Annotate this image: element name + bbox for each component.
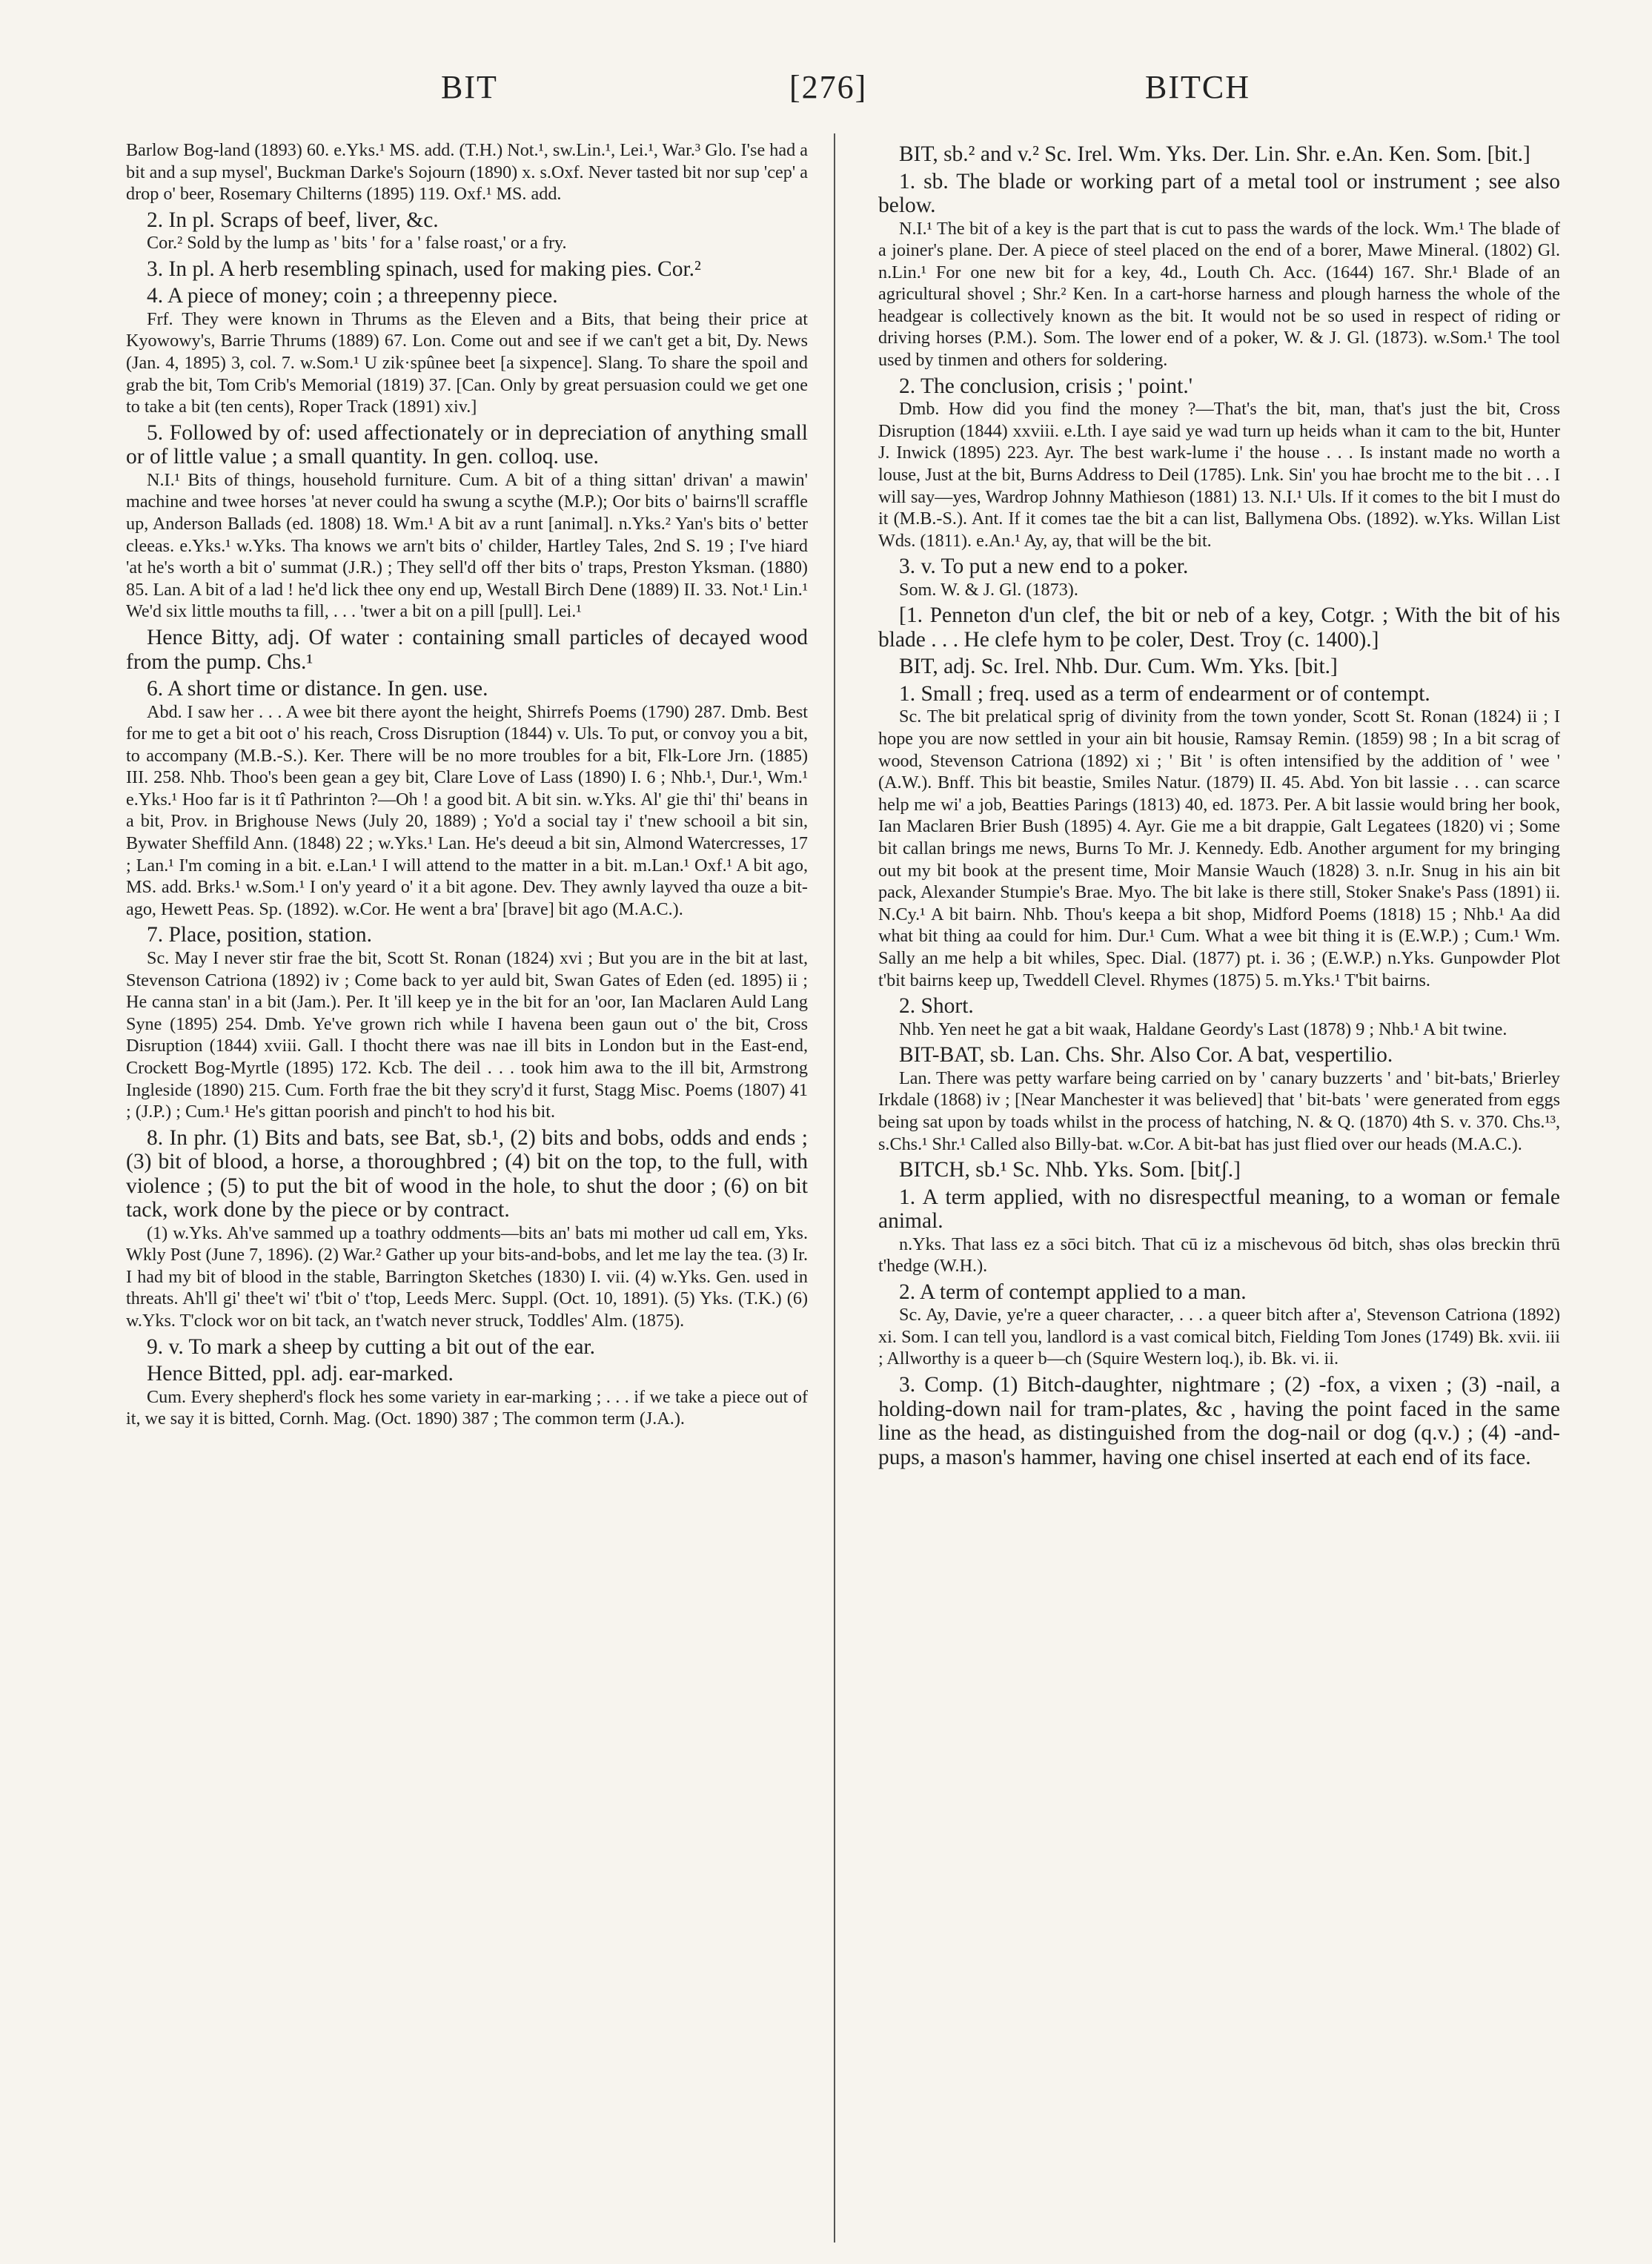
derivative-heading: Hence Bitted, ppl. adj. ear-marked.	[147, 1362, 454, 1386]
citation-paragraph: Nhb. Yen neet he gat a bit waak, Haldane Geordy's Last (1878) 9 ; Nhb.¹ A bit twine.	[899, 1019, 1507, 1039]
left-column	[126, 139, 808, 2237]
citation-paragraph: Sc. Ay, Davie, ye're a queer character, . . . a queer bitch after a', Stevenson Catriona (1892) xi. Som. I can tell you, landlord is a vast comical bitch, Fielding Tom Jones (1749) Bk. xvii. iii ; Allworthy is a queer b—ch (Squire Western loq.), ib. Bk. vi. ii.	[878, 1305, 1560, 1369]
sense-heading: 1. sb. The blade or working part of a metal tool or instrument ; see also below.	[878, 169, 1560, 217]
sense-heading: 2. In pl. Scraps of beef, liver, &c.	[147, 208, 439, 232]
sense-heading: 4. A piece of money; coin ; a threepenny piece.	[147, 284, 558, 308]
sense-heading: 5. Followed by of: used affectionately or in depreciation of anything small or of little value ; a small quantity. In gen. colloq. use.	[126, 420, 808, 469]
column-divider	[834, 133, 835, 2243]
citation-paragraph: n.Yks. That lass ez a sōci bitch. That cū iz a mischevous ōd bitch, shəs oləs breckin thrū t'hedge (W.H.).	[878, 1234, 1560, 1277]
citation-paragraph: Frf. They were known in Thrums as the Eleven and a Bits, that being their price at Kyowowy's, Barrie Thrums (1889) 67. Lon. Come out and see if we can't get a bit, Dy. News (Jan. 4, 1895) 3, col. 7. w.Som.¹ U zik·spûnee beet [a sixpence]. Slang. To share the spoil and grab the bit, Tom Crib's Memorial (1819) 37. [Can. Only by great persuasion could we get one to take a bit (ten cents), Roper Track (1891) xiv.]	[126, 308, 808, 417]
sense-heading: 1. Small ; freq. used as a term of endearment or of contempt.	[899, 681, 1430, 706]
sense-heading: 3. In pl. A herb resembling spinach, used for making pies. Cor.²	[147, 256, 701, 281]
sense-heading: 3. v. To put a new end to a poker.	[899, 555, 1189, 579]
citation-paragraph: (1) w.Yks. Ah've sammed up a toathry oddments—bits an' bats mi mother ud call em, Yks. Wkly Post (June 7, 1896). (2) War.² Gather up your bits-and-bobs, and let me lay the tea. (3) Ir. I had my bit of blood in the stable, Barrington Sketches (1830) I. vii. (4) w.Yks. Gen. used in threats. Ah'll gi' thee't wi' t'bit o' t'top, Leeds Merc. Suppl. (Oct. 10, 1891). (5) Yks. (T.K.) (6) w.Yks. T'clock wor on bit tack, an t'watch never struck, Toddles' Alm. (1875).	[126, 1222, 808, 1331]
running-head-right: BITCH	[1145, 69, 1250, 105]
page-number: [276]	[789, 69, 868, 105]
citation-paragraph: Cum. Every shepherd's flock hes some variety in ear-marking ; . . . if we take a piece out of it, we say it is bitted, Cornh. Mag. (Oct. 1890) 387 ; The common term (J.A.).	[126, 1386, 808, 1429]
sense-heading: 3. Comp. (1) Bitch-daughter, nightmare ; (2) -fox, a vixen ; (3) -nail, a holding-down nail for tram-plates, &c , having the point faced in the same line as the head, as distinguished from the dog-nail or dog (q.v.) ; (4) -and-pups, a mason's hammer, having one chisel inserted at each end of its face.	[878, 1373, 1560, 1469]
sense-heading: 2. Short.	[899, 994, 974, 1019]
citation-paragraph: Abd. I saw her . . . A wee bit there ayont the height, Shirrefs Poems (1790) 287. Dmb. Best for me to get a bit oot o' his reach, Cross Disruption (1844) v. Uls. To put, or convoy you a bit, to accompany (M.B.-S.). Ker. There will be no more troubles for a bit, Flk-Lore Jrn. (1885) III. 258. Nhb. Thoo's been gean a gey bit, Clare Love of Lass (1890) I. 6 ; Nhb.¹, Dur.¹, Wm.¹ e.Yks.¹ Hoo far is it tî Pathrinton ?—Oh ! a good bit. A bit sin. w.Yks. Al' gie thi' thi' beans in a bit, Prov. in Brighouse News (July 20, 1889) ; Yo'd a social tay i' t'new schooil a bit sin, Bywater Sheffild Ann. (1848) 22 ; w.Yks.¹ Lan. He's deeud a bit sin, Almond Watercresses, 17 ; Lan.¹ I'm coming in a bit. e.Lan.¹ I will attend to the matter in a bit. m.Lan.¹ Oxf.¹ A bit ago, MS. add. Brks.¹ w.Som.¹ I on'y yeard o' it a bit agone. Dev. They awnly layved tha ouze a bit-ago, Hewett Peas. Sp. (1892). w.Cor. He went a bra' [brave] bit ago (M.A.C.).	[126, 701, 808, 919]
sense-heading: 2. A term of contempt applied to a man.	[899, 1280, 1247, 1304]
headword-entry: BIT, adj. Sc. Irel. Nhb. Dur. Cum. Wm. Yks. [bit.]	[899, 655, 1338, 679]
sense-heading: 9. v. To mark a sheep by cutting a bit out of the ear.	[147, 1334, 595, 1359]
headword-entry: BITCH, sb.¹ Sc. Nhb. Yks. Som. [bitʃ.]	[899, 1158, 1241, 1182]
sense-heading: 2. The conclusion, crisis ; ' point.'	[899, 374, 1193, 398]
running-head-left: BIT	[441, 69, 498, 105]
citation-paragraph: N.I.¹ Bits of things, household furniture. Cum. A bit of a thing sittan' drivan' a mawin' machine and twee horses 'at never could ha swung a scythe (M.P.); Oor bits o' bairns'll scraffle up, Anderson Ballads (ed. 1808) 18. Wm.¹ A bit av a runt [animal]. n.Yks.² Yan's bits o' better cleeas. e.Yks.¹ w.Yks. Tha knows we arn't bits o' childer, Hartley Tales, 2nd S. 19 ; I've hiard 'at he's worth a bit o' summat (J.R.) ; They sell'd off ther bits o' traps, Preston Yksman. (1880) 85. Lan. A bit of a lad ! he'd lick thee ony end up, Westall Birch Dene (1889) II. 33. Not.¹ Lin.¹ We'd six little mouths ta fill, . . . 'twer a bit on a pill [pull]. Lei.¹	[126, 469, 808, 622]
running-head	[126, 68, 1556, 113]
citation-paragraph: Sc. The bit prelatical sprig of divinity from the town yonder, Scott St. Ronan (1824) ii ; I hope you are now settled in your ain bit housie, Ramsay Remin. (1859) 98 ; In a bit scrag of wood, Stevenson Catriona (1892) xi ; ' Bit ' is often intensified by the addition of ' wee ' (A.W.). Bnff. This bit beastie, Smiles Natur. (1879) II. 45. Abd. Yon bit lassie . . . can scarce help me wi' a job, Beatties Parings (1813) 40, ed. 1873. Per. A bit lassie would bring her book, Ian Maclaren Brier Bush (1895) 4. Ayr. Gie me a bit drappie, Galt Legatees (1820) vi ; Some bit callan brings me news, Burns To Mr. J. Kennedy. Edb. Another argument for my bringing out my bit book at the present time, Moir Mansie Wauch (1828) 3. n.Ir. Snug in his ain bit pack, Alexander Stumpie's Brae. Myo. The bit lake is there still, Stoker Snake's Pass (1891) ii. N.Cy.¹ A bit bairn. Nhb. Thou's keepa a bit shop, Midford Poems (1818) 15 ; Nhb.¹ Aa did what bit thing aa could for him. Dur.¹ Cum. What a wee bit thing it is (E.W.P.) ; Cum.¹ Wm. Sally an me help a bit whiles, Spec. Dial. (1877) pt. i. 36 ; (E.W.P.) n.Yks. Gunpowder Plot t'bit bairns keep up, Tweddell Clevel. Rhymes (1875) 5. m.Yks.¹ T'bit bairns.	[878, 706, 1560, 990]
right-column	[878, 139, 1560, 2237]
sense-heading: 6. A short time or distance. In gen. use.	[147, 677, 488, 701]
headword-entry: BIT, sb.² and v.² Sc. Irel. Wm. Yks. Der. Lin. Shr. e.An. Ken. Som. [bit.]	[899, 142, 1530, 166]
sense-heading: 7. Place, position, station.	[147, 923, 372, 947]
entry-paragraph: Barlow Bog-land (1893) 60. e.Yks.¹ MS. add. (T.H.) Not.¹, sw.Lin.¹, Lei.¹, War.³ Glo. I'se had a bit and a sup mysel', Buckman Darke's Sojourn (1890) x. s.Oxf. Never tasted bit nor sup 'cep' a drop o' beer, Rosemary Chilterns (1895) 119. Oxf.¹ MS. add.	[126, 140, 808, 205]
headword-entry: BIT-BAT, sb. Lan. Chs. Shr. Also Cor. A bat, vespertilio.	[899, 1043, 1393, 1068]
citation-paragraph: Sc. May I never stir frae the bit, Scott St. Ronan (1824) xvi ; But you are in the bit at last, Stevenson Catriona (1892) iv ; Come back to yer auld bit, Swan Gates of Eden (ed. 1895) ii ; He canna stan' in a bit (Jam.). Per. It 'ill keep ye in the bit for an 'oor, Ian Maclaren Auld Lang Syne (1895) 254. Dmb. Ye've grown rich while I havena been gaun out o' the bit, Cross Disruption (1844) xviii. Gall. I thocht there was nae ill bits in London but in the East-end, Crockett Bog-Myrtle (1895) 172. Kcb. The deil . . . took him awa to the ill bit, Armstrong Ingleside (1890) 215. Cum. Forth frae the bit they scry'd it furst, Stagg Misc. Poems (1807) 41 ; (J.P.) ; Cum.¹ He's gittan poorish and pinch't to hod his bit.	[126, 947, 808, 1122]
etymology-note: [1. Penneton d'un clef, the bit or neb of a key, Cotgr. ; With the bit of his blade . . . He clefe hym to þe coler, Dest. Troy (c. 1400).]	[878, 603, 1560, 652]
citation-paragraph: Dmb. How did you find the money ?—That's the bit, man, that's just the bit, Cross Disruption (1844) xxviii. e.Lth. I aye said ye wad turn up heids whan it cam to the bit, Hunter J. Inwick (1895) 223. Ayr. The best wark-lume i' the house . . . Is instant made no worth a louse, Just at the bit, Burns Address to Deil (1785). Lnk. Sin' you hae brocht me to the bit . . . I will say—yes, Wardrop Johnny Mathieson (1881) 13. N.I.¹ Uls. If it comes to the bit I must do it (M.B.-S.). Ant. If it comes tae the bit a can list, Ballymena Obs. (1892). w.Yks. Willan List Wds. (1811). e.An.¹ Ay, ay, that will be the bit.	[878, 399, 1560, 551]
derivative-heading: Hence Bitty, adj. Of water : containing small particles of decayed wood from the pump. Chs.¹	[126, 626, 808, 674]
citation-paragraph: N.I.¹ The bit of a key is the part that is cut to pass the wards of the lock. Wm.¹ The blade of a joiner's plane. Der. A piece of steel placed on the end of a borer, Mawe Mineral. (1802) Gl. n.Lin.¹ For one new bit for a key, 4d., Louth Ch. Acc. (1644) 167. Shr.¹ Blade of an agricultural shovel ; Shr.² Ken. In a cart-horse harness and plough harness the whole of the headgear is collectively known as the bit. It would not be so used in respect of riding or driving horses (P.M.). Som. The lower end of a poker, W. & J. Gl. (1873). w.Som.¹ The tool used by tinmen and others for soldering.	[878, 218, 1560, 371]
sense-heading: 1. A term applied, with no disrespectful meaning, to a woman or female animal.	[878, 1185, 1560, 1234]
sense-heading: 8. In phr. (1) Bits and bats, see Bat, sb.¹, (2) bits and bobs, odds and ends ; (3) bit of blood, a horse, a thoroughbred ; (4) bit on the top, to the full, with violence ; (5) to put the bit of wood in the hole, to shut the door ; (6) on bit tack, work done by the piece or by contract.	[126, 1125, 808, 1222]
citation-paragraph: Lan. There was petty warfare being carried on by ' canary buzzerts ' and ' bit-bats,' Brierley Irkdale (1868) iv ; [Near Manchester it was believed] that ' bit-bats ' were generated from eggs being sat upon by toads whilst in the process of hatching, N. & Q. (1870) 4th S. v. 370. Chs.¹³, s.Chs.¹ Shr.¹ Called also Billy-bat. w.Cor. A bit-bat has just flied over our heads (M.A.C.).	[878, 1068, 1560, 1154]
citation-paragraph: Som. W. & J. Gl. (1873).	[899, 579, 1078, 600]
citation-paragraph: Cor.² Sold by the lump as ' bits ' for a ' false roast,' or a fry.	[147, 233, 567, 254]
